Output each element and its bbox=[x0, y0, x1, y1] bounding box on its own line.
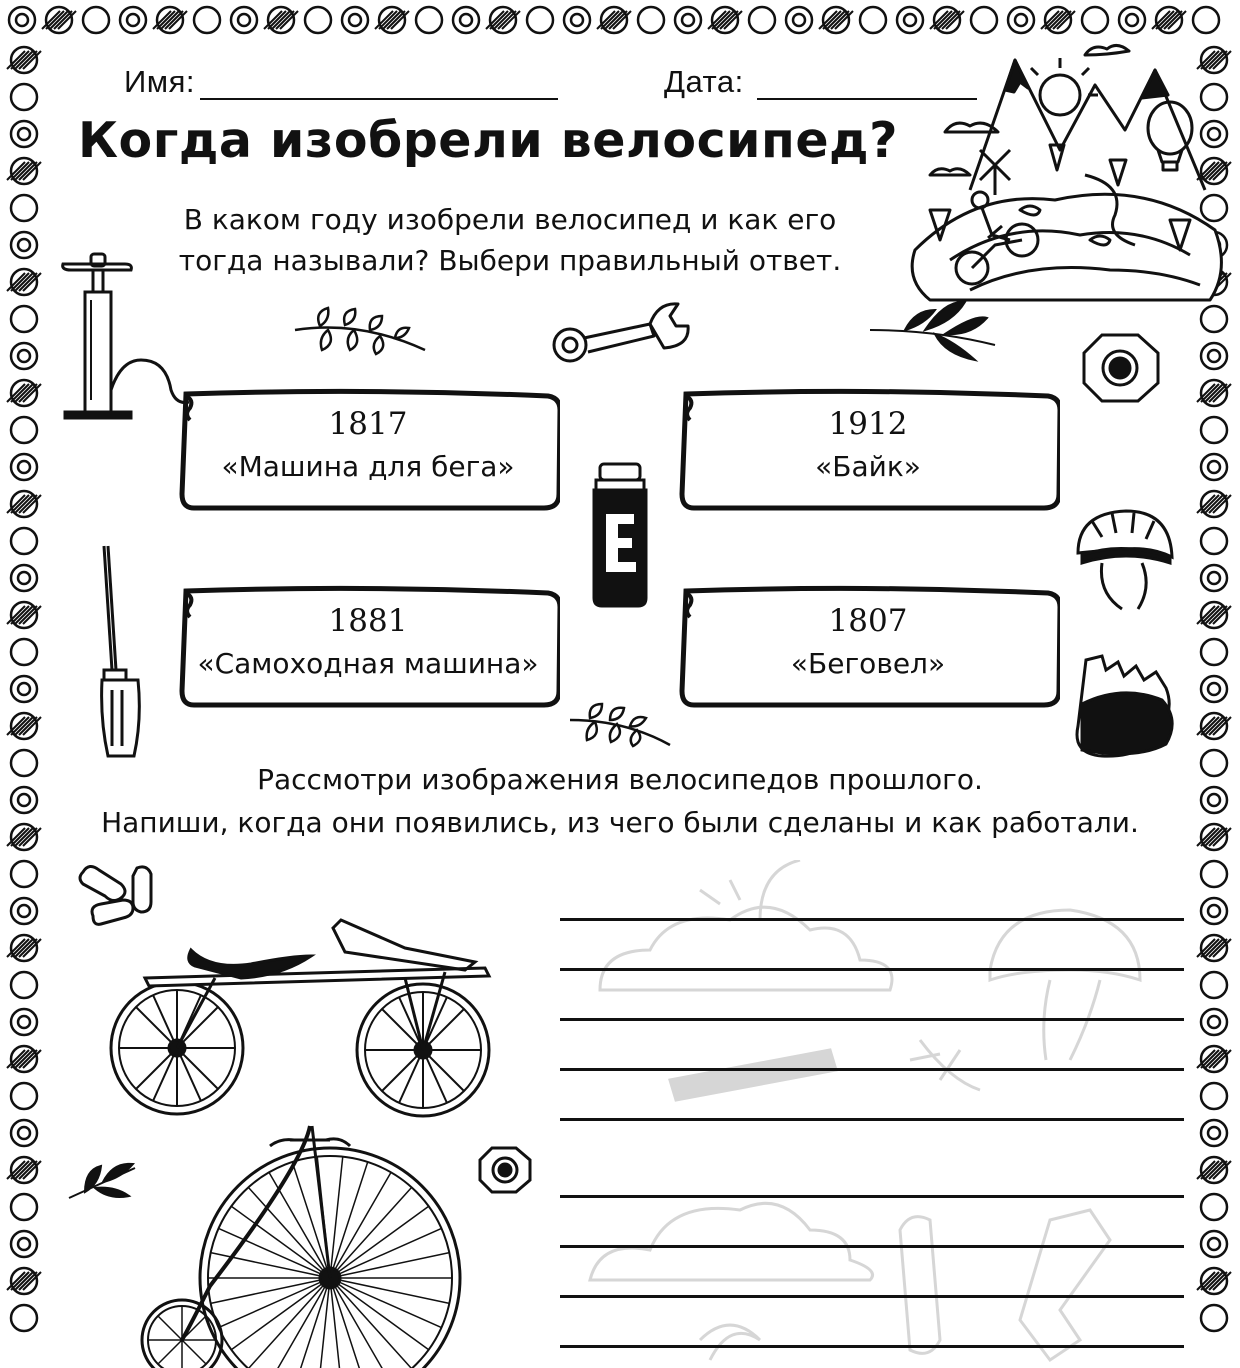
faint-background-illustration bbox=[580, 860, 1180, 1368]
border-circle bbox=[375, 7, 409, 33]
border-circle bbox=[971, 7, 997, 33]
border-circle bbox=[7, 1268, 41, 1294]
leaf-icon bbox=[565, 700, 675, 755]
border-circle bbox=[1201, 1231, 1227, 1257]
border-circle bbox=[7, 1046, 41, 1072]
border-circle bbox=[7, 602, 41, 628]
border-circle bbox=[153, 7, 187, 33]
choice-1881[interactable] bbox=[176, 585, 560, 709]
page-title: Когда изобрели велосипед? bbox=[78, 112, 899, 169]
border-circle bbox=[7, 158, 41, 184]
border-circle bbox=[1201, 1305, 1227, 1331]
writing-line[interactable] bbox=[560, 1245, 1184, 1248]
border-circle bbox=[11, 639, 37, 665]
wrench-icon bbox=[550, 300, 690, 370]
border-circle bbox=[11, 121, 37, 147]
choice-year: 1912 bbox=[828, 406, 908, 442]
border-circle bbox=[1201, 898, 1227, 924]
border-circle bbox=[786, 7, 812, 33]
instruction-2-line-2: Напиши, когда они появились, из чего были сделаны и как работали. bbox=[101, 806, 1139, 839]
instruction-2-line-1: Рассмотри изображения велосипедов прошлого. bbox=[257, 763, 983, 796]
border-circle bbox=[11, 676, 37, 702]
border-circle bbox=[819, 7, 853, 33]
choice-name: «Машина для бега» bbox=[221, 450, 515, 483]
border-circle bbox=[11, 565, 37, 591]
border-circle bbox=[675, 7, 701, 33]
name-field[interactable] bbox=[200, 98, 558, 100]
nut-icon bbox=[476, 1144, 534, 1196]
border-circle bbox=[120, 7, 146, 33]
border-circle bbox=[930, 7, 964, 33]
border-circle bbox=[1201, 861, 1227, 887]
name-label: Имя: bbox=[124, 64, 195, 99]
leaf-icon bbox=[290, 300, 430, 360]
border-circle bbox=[11, 1120, 37, 1146]
border-circle bbox=[305, 7, 331, 33]
border-circle bbox=[1082, 7, 1108, 33]
border-circle bbox=[1197, 602, 1231, 628]
border-circle bbox=[9, 7, 35, 33]
choice-name: «Беговел» bbox=[790, 647, 946, 680]
border-circle bbox=[7, 269, 41, 295]
mountain-landscape-icon bbox=[910, 40, 1230, 305]
glove-icon bbox=[1072, 650, 1177, 770]
border-circle bbox=[1197, 380, 1231, 406]
leaf-icon bbox=[65, 1160, 145, 1205]
choice-year: 1817 bbox=[328, 406, 408, 442]
border-circle bbox=[1201, 417, 1227, 443]
choice-1912[interactable] bbox=[676, 388, 1060, 512]
border-circle bbox=[11, 1194, 37, 1220]
border-circle bbox=[11, 1009, 37, 1035]
border-circle bbox=[1201, 972, 1227, 998]
border-circle bbox=[564, 7, 590, 33]
border-circle bbox=[638, 7, 664, 33]
choice-1817[interactable] bbox=[176, 388, 560, 512]
draisine-icon bbox=[105, 918, 500, 1123]
border-circle bbox=[7, 1157, 41, 1183]
writing-line[interactable] bbox=[560, 968, 1184, 971]
border-circle bbox=[7, 380, 41, 406]
border-circle bbox=[7, 935, 41, 961]
penny-farthing-icon bbox=[140, 1118, 470, 1368]
border-circle bbox=[7, 491, 41, 517]
border-circle bbox=[11, 306, 37, 332]
bicycle-pump-icon bbox=[55, 250, 195, 425]
choice-name: «Байк» bbox=[815, 450, 921, 483]
border-circle bbox=[11, 861, 37, 887]
instruction-1-line-1: В каком году изобрели велосипед и как его bbox=[183, 203, 837, 236]
border-circle bbox=[1201, 676, 1227, 702]
writing-line[interactable] bbox=[560, 1345, 1184, 1348]
border-circle bbox=[11, 528, 37, 554]
instruction-2 bbox=[20, 758, 1220, 844]
border-circle bbox=[1201, 1120, 1227, 1146]
border-circle bbox=[1201, 343, 1227, 369]
border-circle bbox=[1193, 7, 1219, 33]
border-circle bbox=[11, 195, 37, 221]
writing-line[interactable] bbox=[560, 1118, 1184, 1121]
border-circle bbox=[1197, 491, 1231, 517]
writing-line[interactable] bbox=[560, 1195, 1184, 1198]
border-circle bbox=[1201, 528, 1227, 554]
leaf-icon bbox=[865, 300, 1000, 365]
border-circle bbox=[83, 7, 109, 33]
screwdriver-icon bbox=[92, 540, 152, 765]
border-circle bbox=[11, 972, 37, 998]
border-circle bbox=[1201, 639, 1227, 665]
water-bottle-icon bbox=[588, 460, 654, 610]
border-circle bbox=[860, 7, 886, 33]
border-circle bbox=[1197, 1157, 1231, 1183]
choice-year: 1881 bbox=[328, 603, 408, 639]
border-circle bbox=[1201, 1083, 1227, 1109]
border-circle bbox=[342, 7, 368, 33]
border-circle bbox=[1201, 454, 1227, 480]
border-circle bbox=[7, 713, 41, 739]
border-circle bbox=[1197, 935, 1231, 961]
border-circle bbox=[1041, 7, 1075, 33]
border-circle bbox=[11, 343, 37, 369]
helmet-icon bbox=[1072, 505, 1177, 615]
writing-line[interactable] bbox=[560, 1018, 1184, 1021]
border-circle bbox=[11, 232, 37, 258]
border-circle bbox=[527, 7, 553, 33]
border-circle bbox=[1197, 1268, 1231, 1294]
border-circle bbox=[597, 7, 631, 33]
choice-year: 1807 bbox=[828, 603, 908, 639]
border-circle bbox=[11, 84, 37, 110]
writing-line[interactable] bbox=[560, 918, 1184, 921]
instruction-1 bbox=[100, 199, 920, 281]
border-circle bbox=[11, 1083, 37, 1109]
border-circle bbox=[194, 7, 220, 33]
border-circle bbox=[11, 417, 37, 443]
border-circle bbox=[897, 7, 923, 33]
choice-1807[interactable] bbox=[676, 585, 1060, 709]
border-circle bbox=[1152, 7, 1186, 33]
border-circle bbox=[11, 1231, 37, 1257]
date-label: Дата: bbox=[664, 64, 744, 99]
border-circle bbox=[1197, 1046, 1231, 1072]
border-circle bbox=[11, 1305, 37, 1331]
border-circle bbox=[231, 7, 257, 33]
writing-line[interactable] bbox=[560, 1295, 1184, 1298]
writing-line[interactable] bbox=[560, 1068, 1184, 1071]
instruction-1-line-2: тогда называли? Выбери правильный ответ. bbox=[178, 244, 842, 277]
border-circle bbox=[11, 454, 37, 480]
border-circle bbox=[1119, 7, 1145, 33]
border-circle bbox=[1008, 7, 1034, 33]
border-circle bbox=[11, 898, 37, 924]
choice-name: «Самоходная машина» bbox=[197, 647, 539, 680]
border-circle bbox=[1201, 306, 1227, 332]
border-circle bbox=[7, 47, 41, 73]
border-circle bbox=[749, 7, 775, 33]
border-circle bbox=[1201, 565, 1227, 591]
border-circle bbox=[708, 7, 742, 33]
border-circle bbox=[1201, 1194, 1227, 1220]
border-circle bbox=[1197, 713, 1231, 739]
border-circle bbox=[1201, 1009, 1227, 1035]
border-circle bbox=[486, 7, 520, 33]
border-circle bbox=[264, 7, 298, 33]
nut-icon bbox=[1080, 330, 1165, 405]
border-circle bbox=[416, 7, 442, 33]
border-circle bbox=[42, 7, 76, 33]
border-circle bbox=[453, 7, 479, 33]
